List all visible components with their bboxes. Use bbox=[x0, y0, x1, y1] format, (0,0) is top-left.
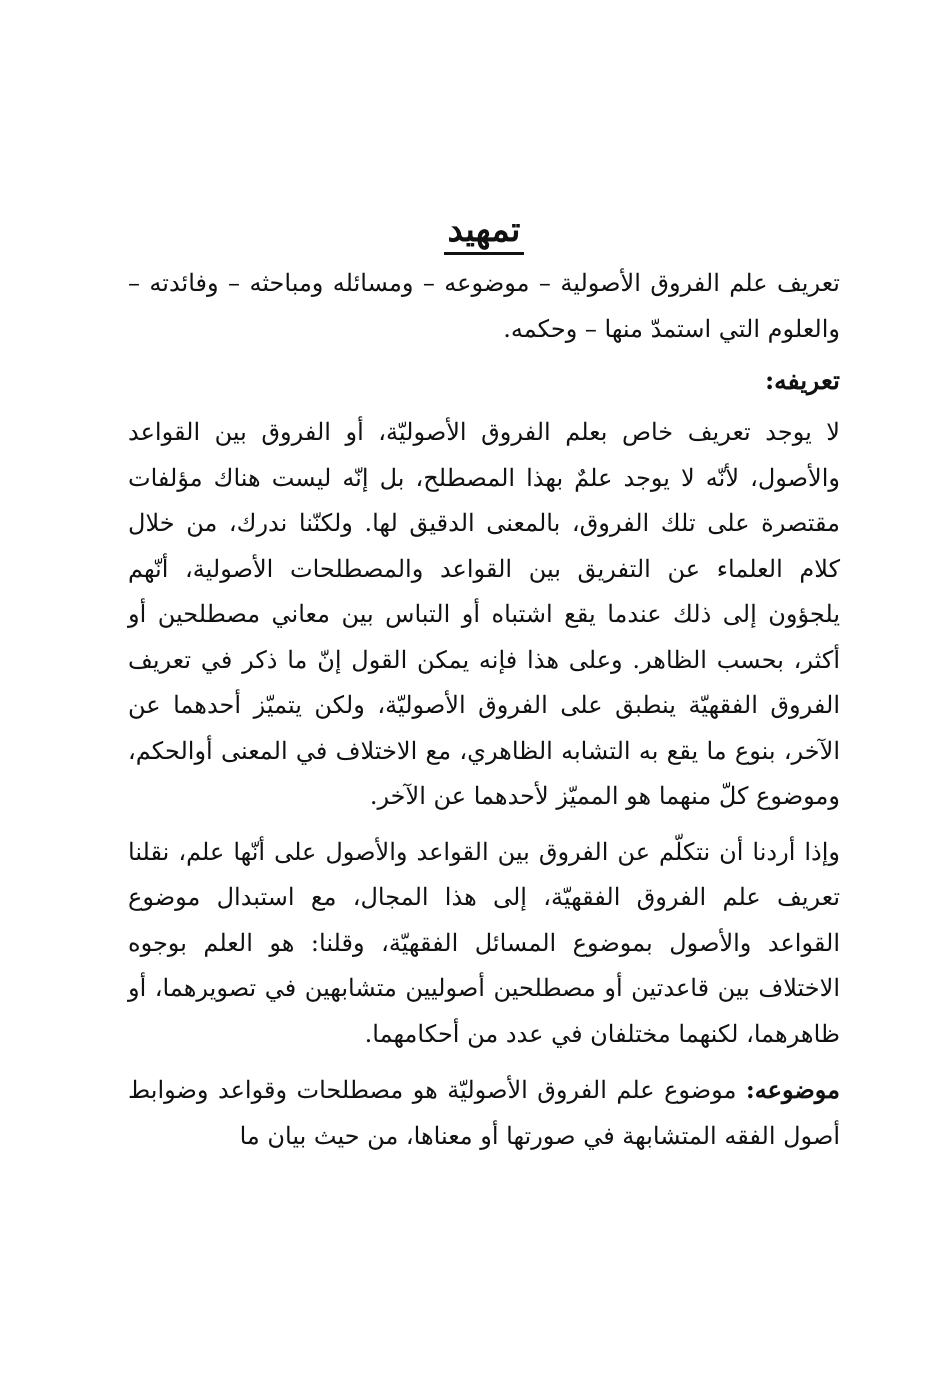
page-content bbox=[128, 200, 840, 1169]
chapter-subtitle: تعريف علم الفروق الأصولية – موضوعه – ومسائله ومباحثه – وفائدته – والعلوم التي استمدّ منها – وحكمه. bbox=[128, 269, 840, 343]
definition-paragraph-2: وإذا أردنا أن نتكلّم عن الفروق بين القواعد والأصول على أنّها علم، نقلنا تعريف علم الفروق الفقهيّة، إلى هذا المجال، مع استبدال موضوع القواعد والأصول بموضوع المسائل الفقهيّة، وقلنا: هو العلم بوجوه الاختلاف بين قاعدتين أو مصطلحين أصوليين متشابهين في تصويرهما، أو ظاهرهما، لكنهما مختلفان في عدد من أحكامهما. bbox=[128, 837, 840, 1048]
subject-heading: موضوعه: bbox=[745, 1075, 840, 1104]
subject-text: موضوع علم الفروق الأصوليّة هو مصطلحات وقواعد وضوابط أصول الفقه المتشابهة في صورتها أو معناها، من حيث بيان ما bbox=[128, 1076, 840, 1150]
chapter-title bbox=[128, 200, 840, 260]
subject-paragraph bbox=[128, 1067, 840, 1159]
definition-paragraph-1: لا يوجد تعريف خاص بعلم الفروق الأصوليّة، أو الفروق بين القواعد والأصول، لأنّه لا يوجد علمٌ بهذا المصطلح، بل إنّه ليست هناك مؤلفات مقتصرة على تلك الفروق، بالمعنى الدقيق لها. ولكنّنا ندرك، من خلال كلام العلماء عن التفريق بين القواعد والمصطلحات الأصولية، أنّهم يلجؤون إلى ذلك عندما يقع اشتباه أو التباس بين معاني مصطلحين أو أكثر، بحسب الظاهر. وعلى هذا فإنه يمكن القول إنّ ما ذكر في تعريف الفروق الفقهيّة ينطبق على الفروق الأصوليّة، ولكن يتميّز أحدهما عن الآخر، بنوع ما يقع به التشابه الظاهري، مع الاختلاف في المعنى أوالحكم، وموضوع كلّ منهما هو المميّز لأحدهما عن الآخر. bbox=[128, 418, 841, 810]
chapter-title-text: تمهيد bbox=[444, 208, 525, 255]
definition-heading: تعريفه: bbox=[764, 366, 840, 395]
